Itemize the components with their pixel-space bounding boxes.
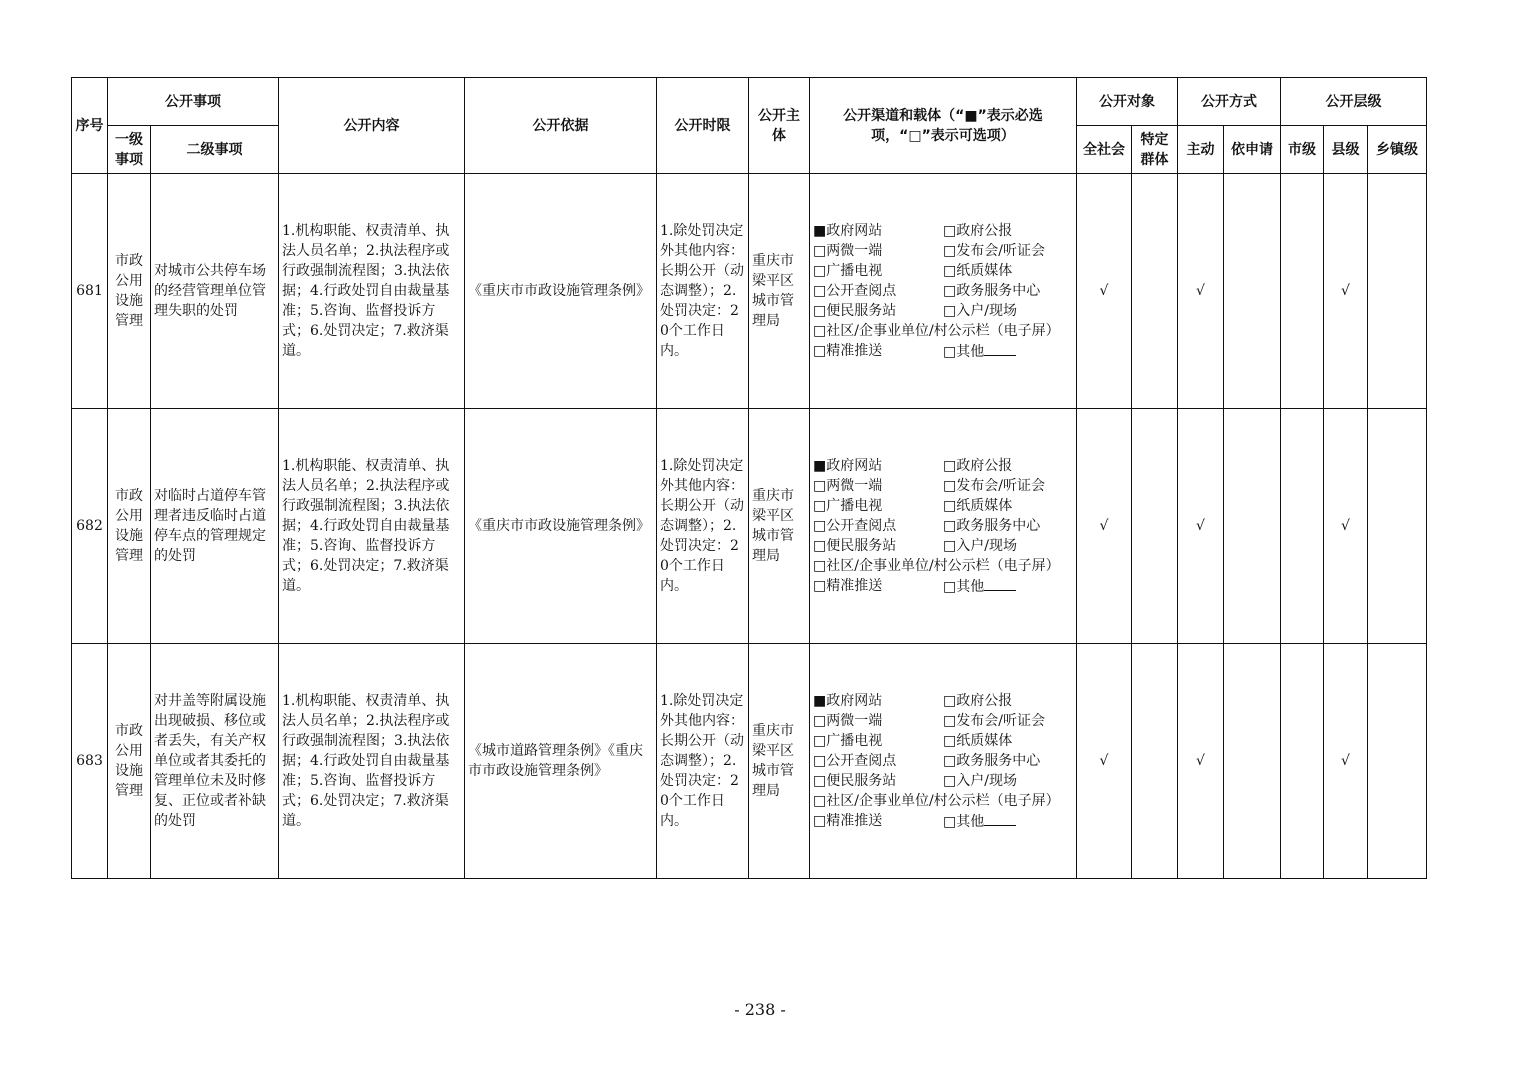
cell-method-active: √ (1178, 644, 1224, 879)
table-row (72, 644, 1427, 879)
cell-method-active: √ (1178, 174, 1224, 409)
channel-option: □便民服务站 (813, 537, 897, 554)
channel-option: □政务服务中心 (943, 752, 1041, 769)
header-level2: 二级事项 (151, 126, 279, 174)
cell-channel (810, 409, 1077, 644)
channel-option: □政务服务中心 (943, 282, 1041, 299)
cell-channel (810, 644, 1077, 879)
channel-list (813, 221, 1073, 362)
cell-seq: 681 (72, 174, 108, 409)
cell-target-special (1132, 174, 1178, 409)
cell-method-active: √ (1178, 409, 1224, 644)
header-level1: 一级事项 (108, 126, 151, 174)
channel-option: □两微一端 (813, 242, 883, 259)
channel-option: □广播电视 (813, 497, 883, 514)
cell-target-all: √ (1077, 644, 1132, 879)
channel-option: □公开查阅点 (813, 752, 897, 769)
channel-option: □纸质媒体 (943, 497, 1013, 514)
channel-option: □政府公报 (943, 222, 1013, 239)
cell-time-limit: 1.除处罚决定外其他内容：长期公开（动态调整）；2.处罚决定：20个工作日内。 (657, 644, 749, 879)
cell-level-town (1368, 644, 1427, 879)
header-level-town: 乡镇级 (1368, 126, 1427, 174)
header-seq: 序号 (72, 78, 108, 174)
channel-option: ■政府网站 (813, 457, 883, 474)
channel-option: □公开查阅点 (813, 517, 897, 534)
cell-subject: 重庆市梁平区城市管理局 (749, 174, 810, 409)
cell-method-apply (1224, 409, 1281, 644)
blank-underline (984, 811, 1016, 826)
channel-option: □政务服务中心 (943, 517, 1041, 534)
channel-option: □精准推送 (813, 577, 883, 594)
header-target-all: 全社会 (1077, 126, 1132, 174)
cell-level-city (1281, 644, 1324, 879)
table-row (72, 174, 1427, 409)
channel-option: □两微一端 (813, 477, 883, 494)
header-level-county: 县级 (1324, 126, 1368, 174)
header-method-active: 主动 (1178, 126, 1224, 174)
cell-level-town (1368, 174, 1427, 409)
cell-level-county: √ (1324, 174, 1368, 409)
cell-basis: 《城市道路管理条例》《重庆市市政设施管理条例》 (465, 644, 657, 879)
channel-option-other (943, 341, 1073, 362)
cell-level-county: √ (1324, 644, 1368, 879)
cell-content: 1.机构职能、权责清单、执法人员名单；2.执法程序或行政强制流程图；3.执法依据；4.行政处罚自由裁量基准；5.咨询、监督投诉方式；6.处罚决定；7.救济渠道。 (279, 409, 465, 644)
header-target-special: 特定群体 (1132, 126, 1178, 174)
channel-option: □其他 (943, 343, 985, 360)
blank-underline (984, 576, 1016, 591)
channel-option: □广播电视 (813, 732, 883, 749)
channel-option: □社区/企事业单位/村公示栏（电子屏） (813, 557, 1060, 574)
cell-level2: 对井盖等附属设施出现破损、移位或者丢失，有关产权单位或者其委托的管理单位未及时修复、正位或者补缺的处罚 (151, 644, 279, 879)
header-time-limit: 公开时限 (657, 78, 749, 174)
header-method-apply: 依申请 (1224, 126, 1281, 174)
header-level: 公开层级 (1281, 78, 1427, 126)
header-basis: 公开依据 (465, 78, 657, 174)
cell-method-apply (1224, 644, 1281, 879)
table-row (72, 409, 1427, 644)
cell-level1: 市政公用设施管理 (108, 174, 151, 409)
channel-option: □两微一端 (813, 712, 883, 729)
cell-subject: 重庆市梁平区城市管理局 (749, 409, 810, 644)
cell-method-apply (1224, 174, 1281, 409)
channel-option: ■政府网站 (813, 222, 883, 239)
channel-option-other (943, 811, 1073, 832)
cell-content: 1.机构职能、权责清单、执法人员名单；2.执法程序或行政强制流程图；3.执法依据；4.行政处罚自由裁量基准；5.咨询、监督投诉方式；6.处罚决定；7.救济渠道。 (279, 644, 465, 879)
channel-option: □精准推送 (813, 812, 883, 829)
cell-level-county: √ (1324, 409, 1368, 644)
cell-level2: 对临时占道停车管理者违反临时占道停车点的管理规定的处罚 (151, 409, 279, 644)
channel-option: □其他 (943, 813, 985, 830)
channel-list (813, 456, 1073, 597)
cell-basis: 《重庆市市政设施管理条例》 (465, 174, 657, 409)
channel-option: □社区/企事业单位/村公示栏（电子屏） (813, 792, 1060, 809)
channel-option: □便民服务站 (813, 772, 897, 789)
channel-option: □政府公报 (943, 457, 1013, 474)
cell-level-town (1368, 409, 1427, 644)
channel-option: □社区/企事业单位/村公示栏（电子屏） (813, 322, 1060, 339)
cell-target-all: √ (1077, 174, 1132, 409)
channel-option: □纸质媒体 (943, 732, 1013, 749)
channel-option: □精准推送 (813, 342, 883, 359)
header-content: 公开内容 (279, 78, 465, 174)
channel-option: □入户/现场 (943, 302, 1017, 319)
channel-option: □发布会/听证会 (943, 477, 1045, 494)
cell-seq: 683 (72, 644, 108, 879)
channel-option: □入户/现场 (943, 772, 1017, 789)
cell-time-limit: 1.除处罚决定外其他内容：长期公开（动态调整）；2.处罚决定：20个工作日内。 (657, 174, 749, 409)
cell-content: 1.机构职能、权责清单、执法人员名单；2.执法程序或行政强制流程图；3.执法依据；4.行政处罚自由裁量基准；5.咨询、监督投诉方式；6.处罚决定；7.救济渠道。 (279, 174, 465, 409)
header-target: 公开对象 (1077, 78, 1178, 126)
channel-option: ■政府网站 (813, 692, 883, 709)
cell-target-all: √ (1077, 409, 1132, 644)
channel-option: □便民服务站 (813, 302, 897, 319)
channel-option: □公开查阅点 (813, 282, 897, 299)
cell-seq: 682 (72, 409, 108, 644)
cell-level2: 对城市公共停车场的经营管理单位管理失职的处罚 (151, 174, 279, 409)
header-channel: 公开渠道和载体（“■”表示必选项，“□”表示可选项） (810, 78, 1077, 174)
cell-level1: 市政公用设施管理 (108, 409, 151, 644)
cell-basis: 《重庆市市政设施管理条例》 (465, 409, 657, 644)
channel-option: □政府公报 (943, 692, 1013, 709)
header-level-city: 市级 (1281, 126, 1324, 174)
cell-time-limit: 1.除处罚决定外其他内容：长期公开（动态调整）；2.处罚决定：20个工作日内。 (657, 409, 749, 644)
channel-list (813, 691, 1073, 832)
header-item-group: 公开事项 (108, 78, 279, 126)
header-subject: 公开主体 (749, 78, 810, 174)
channel-option: □发布会/听证会 (943, 712, 1045, 729)
cell-channel (810, 174, 1077, 409)
page-number: - 238 - (734, 1000, 786, 1019)
channel-option: □纸质媒体 (943, 262, 1013, 279)
cell-target-special (1132, 644, 1178, 879)
cell-level-city (1281, 409, 1324, 644)
disclosure-table (71, 77, 1427, 879)
channel-option: □入户/现场 (943, 537, 1017, 554)
cell-level1: 市政公用设施管理 (108, 644, 151, 879)
cell-subject: 重庆市梁平区城市管理局 (749, 644, 810, 879)
channel-option: □其他 (943, 578, 985, 595)
channel-option-other (943, 576, 1073, 597)
cell-level-city (1281, 174, 1324, 409)
channel-option: □发布会/听证会 (943, 242, 1045, 259)
header-method: 公开方式 (1178, 78, 1281, 126)
channel-option: □广播电视 (813, 262, 883, 279)
cell-target-special (1132, 409, 1178, 644)
blank-underline (984, 341, 1016, 356)
